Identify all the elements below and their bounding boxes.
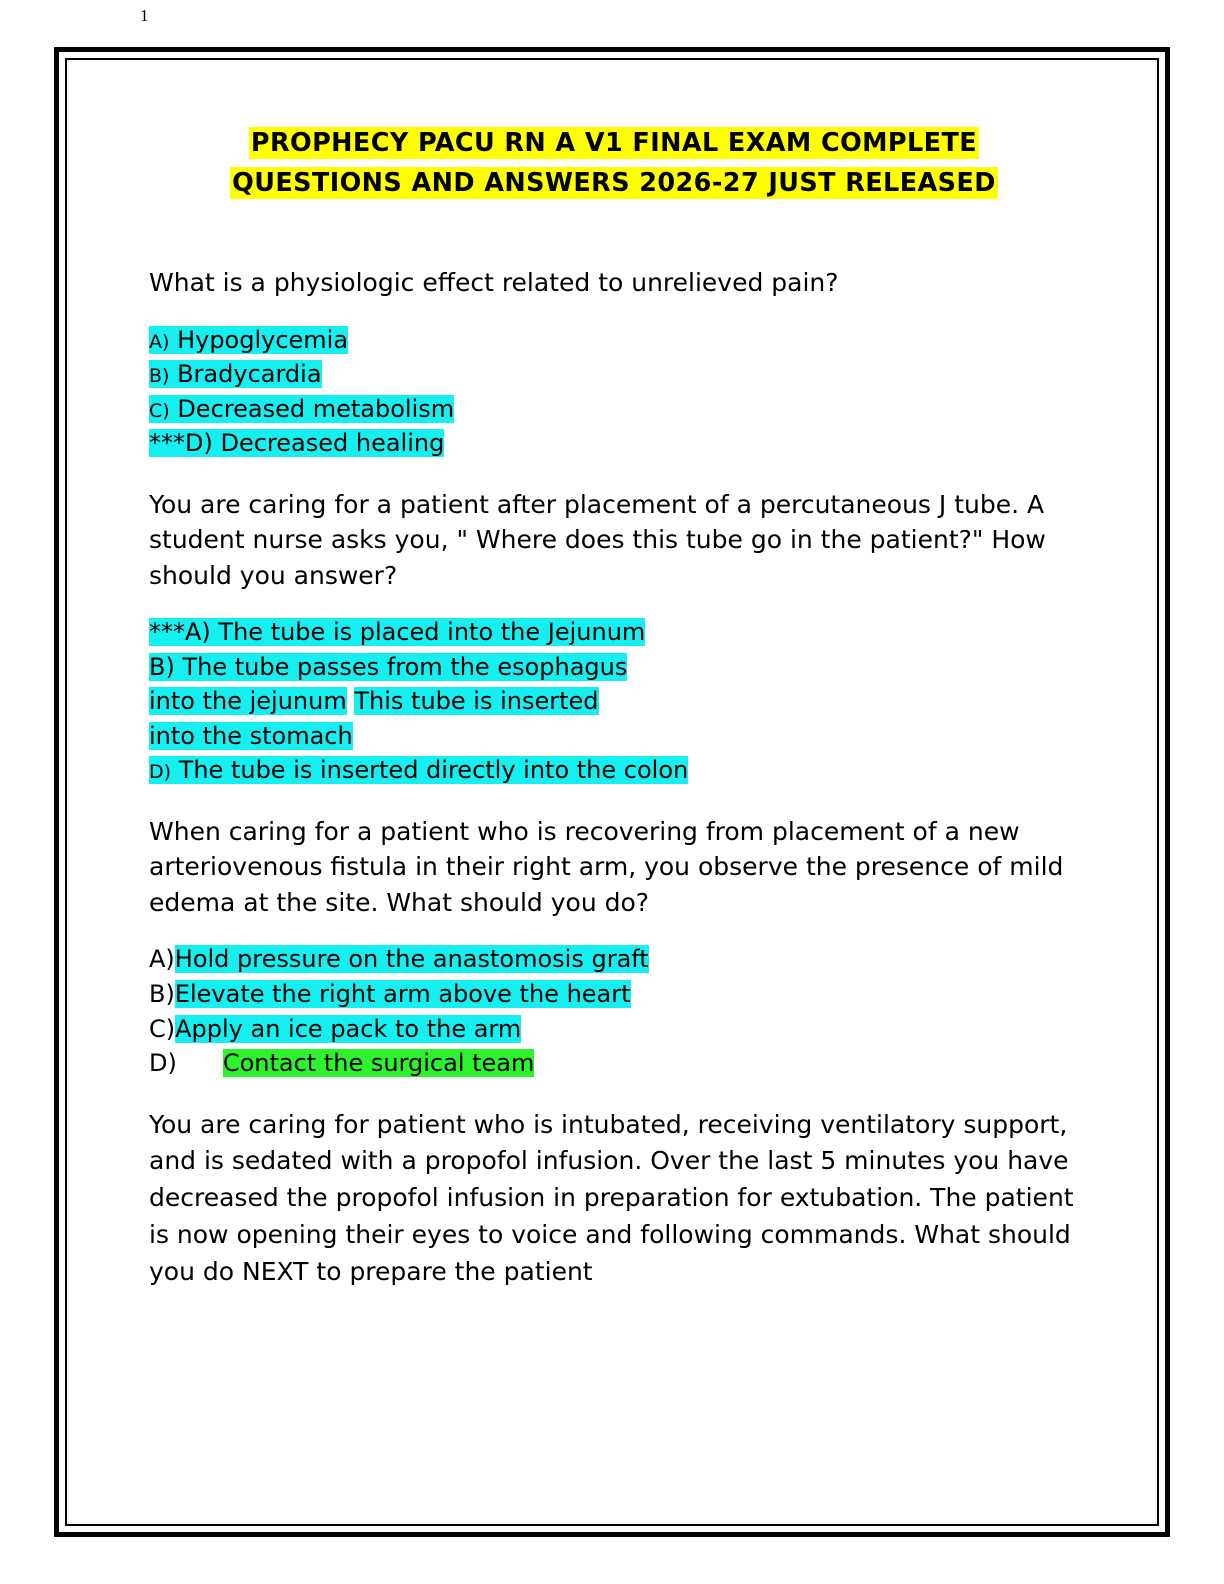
option-text: Contact the surgical team	[222, 1049, 535, 1078]
answer-options	[149, 615, 1079, 788]
option-text: Hypoglycemia	[177, 325, 349, 354]
option-text: into the stomach	[149, 721, 353, 750]
option-text: The tube is placed into the Jejunum	[218, 618, 646, 647]
option-letter: D)	[149, 1049, 177, 1078]
option-letter: D)	[149, 761, 172, 784]
page-number: 1	[140, 6, 149, 25]
option-letter: B)	[149, 365, 170, 388]
option-text: The tube is inserted directly into the colon	[178, 756, 689, 785]
document-page-border	[54, 47, 1170, 1537]
option-text: This tube is inserted	[354, 687, 599, 716]
option-letter: ***A)	[149, 618, 211, 647]
answer-option	[149, 357, 1079, 392]
option-text: Apply an ice pack to the arm	[175, 1014, 522, 1043]
answer-option	[149, 753, 1079, 788]
answer-option	[149, 719, 1079, 754]
question-stem: What is a physiologic effect related to unrelieved pain?	[149, 268, 839, 298]
document-page	[65, 58, 1159, 1526]
option-letter: C)	[149, 1014, 176, 1043]
option-text: Decreased healing	[220, 429, 445, 458]
question-stem: You are caring for patient who is intubated, receiving ventilatory support, and is sedated with a propofol infusion. Over the last 5 minutes you have decreased the propofol infusion in preparation for extubation. The patient is now opening their eyes to voice and following commands. What should you do NEXT to prepare the patient	[149, 1109, 1074, 1286]
answer-option	[149, 650, 1079, 685]
option-text: Elevate the right arm above the heart	[174, 980, 631, 1008]
question-stem: When caring for a patient who is recovering from placement of a new arteriovenous fistula in their right arm, you observe the presence of mild edema at the site. What should you do?	[149, 816, 1064, 917]
question-stem: You are caring for a patient after placement of a percutaneous J tube. A student nurse asks you, " Where does this tube go in the patient?" How should you answer?	[149, 489, 1046, 590]
option-text: The tube passes from the esophagus	[182, 652, 628, 681]
page-title-line-1: PROPHECY PACU RN A V1 FINAL EXAM COMPLETE	[250, 128, 978, 158]
answer-options	[149, 323, 1079, 461]
answer-option	[149, 977, 1079, 1012]
answer-option	[149, 684, 1079, 719]
answer-options	[149, 942, 1079, 1080]
page-title	[157, 124, 1071, 203]
option-text: Decreased metabolism	[177, 394, 455, 423]
page-title-line-2: QUESTIONS AND ANSWERS 2026-27 JUST RELEASED	[232, 167, 996, 198]
option-letter: C)	[149, 399, 170, 422]
option-text: into the jejunum	[149, 687, 347, 716]
option-letter: B)	[149, 980, 175, 1008]
option-letter: B)	[149, 652, 175, 681]
option-text: Bradycardia	[177, 360, 322, 389]
answer-option	[149, 942, 1079, 977]
answer-option	[149, 1046, 1079, 1081]
answer-option	[149, 426, 1079, 461]
option-letter: ***D)	[149, 429, 213, 458]
answer-option	[149, 323, 1079, 358]
option-letter: A)	[149, 945, 175, 974]
answer-option	[149, 615, 1079, 650]
option-letter: A)	[149, 330, 170, 353]
answer-option	[149, 1012, 1079, 1047]
answer-option	[149, 392, 1079, 427]
option-text: Hold pressure on the anastomosis graft	[174, 945, 649, 974]
